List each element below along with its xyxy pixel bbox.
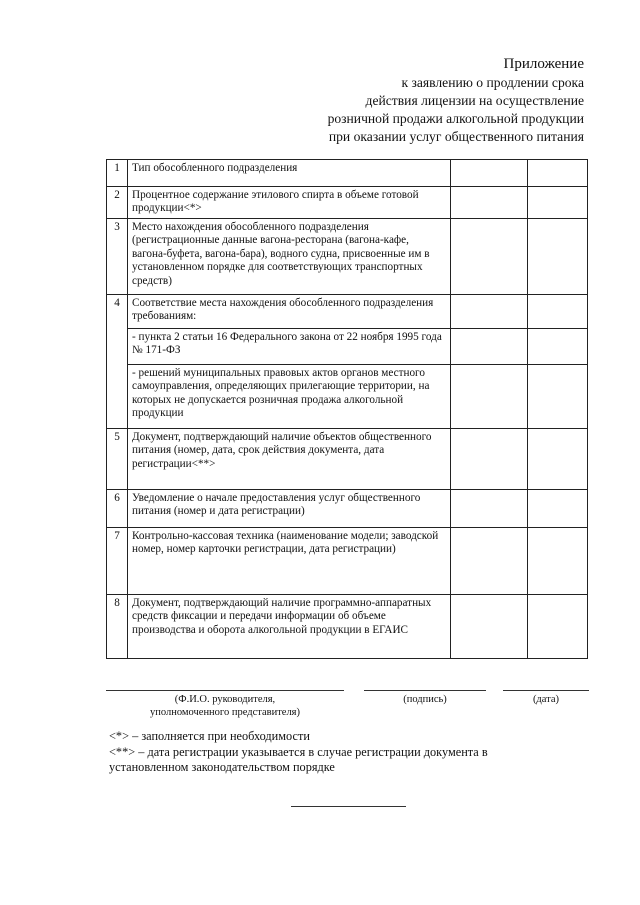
footnote: <*> – заполняется при необходимости <box>109 729 310 743</box>
value-cell[interactable] <box>451 329 528 365</box>
divider <box>291 806 406 807</box>
row-description: Место нахождения обособленного подразделения (регистрационные данные вагона-ресторана (вагона-кафе, вагона-буфета, вагона-бара), водного судна, присвоенные им в установленном порядке для соответствующих транспортных средств) <box>128 219 451 295</box>
value-cell[interactable] <box>528 429 588 490</box>
row-description: - пункта 2 статьи 16 Федерального закона от 22 ноября 1995 года № 171-ФЗ <box>128 329 451 365</box>
table-row <box>107 429 588 490</box>
row-number: 8 <box>107 595 128 659</box>
value-cell[interactable] <box>451 295 528 329</box>
row-description: Процентное содержание этилового спирта в объеме готовой продукции<*> <box>128 187 451 219</box>
footnote: <**> – дата регистрации указывается в случае регистрации документа в установленном законодательством порядке <box>109 744 488 774</box>
value-cell[interactable] <box>528 219 588 295</box>
value-cell[interactable] <box>528 329 588 365</box>
value-cell[interactable] <box>451 429 528 490</box>
value-cell[interactable] <box>451 528 528 595</box>
signature-line[interactable] <box>364 690 486 691</box>
value-cell[interactable] <box>451 219 528 295</box>
appendix-line: розничной продажи алкогольной продукции <box>327 111 584 126</box>
value-cell[interactable] <box>528 595 588 659</box>
row-number: 7 <box>107 528 128 595</box>
value-cell[interactable] <box>528 295 588 329</box>
row-description: Тип обособленного подразделения <box>128 160 451 187</box>
signature-label: (подпись) <box>403 694 447 705</box>
row-description: Соответствие места нахождения обособленного подразделения требованиям: <box>128 295 451 329</box>
value-cell[interactable] <box>451 365 528 429</box>
row-number: 5 <box>107 429 128 490</box>
value-cell[interactable] <box>528 187 588 219</box>
table-row <box>107 365 588 429</box>
table-row <box>107 295 588 329</box>
appendix-line: действия лицензии на осуществление <box>365 93 584 108</box>
table-row <box>107 528 588 595</box>
value-cell[interactable] <box>528 490 588 528</box>
table-row <box>107 595 588 659</box>
value-cell[interactable] <box>528 528 588 595</box>
table-row <box>107 160 588 187</box>
appendix-header <box>328 54 584 146</box>
value-cell[interactable] <box>451 595 528 659</box>
row-description: - решений муниципальных правовых актов органов местного самоуправления, определяющих прилегающие территории, на которых не допускается розничная продажа алкогольной продукции <box>128 365 451 429</box>
row-description: Контрольно-кассовая техника (наименование модели; заводской номер, номер карточки регистрации, дата регистрации) <box>128 528 451 595</box>
value-cell[interactable] <box>451 187 528 219</box>
row-number: 6 <box>107 490 128 528</box>
row-description: Уведомление о начале предоставления услуг общественного питания (номер и дата регистрации) <box>128 490 451 528</box>
date-label: (дата) <box>532 694 560 705</box>
footnotes <box>109 729 539 776</box>
date-line[interactable] <box>503 690 589 691</box>
row-description: Документ, подтверждающий наличие объектов общественного питания (номер, дата, срок действия документа, дата регистрации<**> <box>128 429 451 490</box>
row-number: 1 <box>107 160 128 187</box>
table-row <box>107 329 588 365</box>
row-number: 2 <box>107 187 128 219</box>
name-label: (Ф.И.О. руководителя, уполномоченного представителя) <box>149 694 301 718</box>
application-table <box>106 159 588 659</box>
value-cell[interactable] <box>451 490 528 528</box>
value-cell[interactable] <box>528 365 588 429</box>
name-signature-line[interactable] <box>106 690 344 691</box>
value-cell[interactable] <box>451 160 528 187</box>
value-cell[interactable] <box>528 160 588 187</box>
table-row <box>107 219 588 295</box>
row-number: 3 <box>107 219 128 295</box>
table-row <box>107 187 588 219</box>
table-row <box>107 490 588 528</box>
row-number: 4 <box>107 295 128 429</box>
appendix-line: к заявлению о продлении срока <box>401 75 584 90</box>
row-description: Документ, подтверждающий наличие программно-аппаратных средств фиксации и передачи информации об объеме производства и оборота алкогольной продукции в ЕГАИС <box>128 595 451 659</box>
appendix-title: Приложение <box>503 56 584 72</box>
appendix-line: при оказании услуг общественного питания <box>328 129 584 144</box>
